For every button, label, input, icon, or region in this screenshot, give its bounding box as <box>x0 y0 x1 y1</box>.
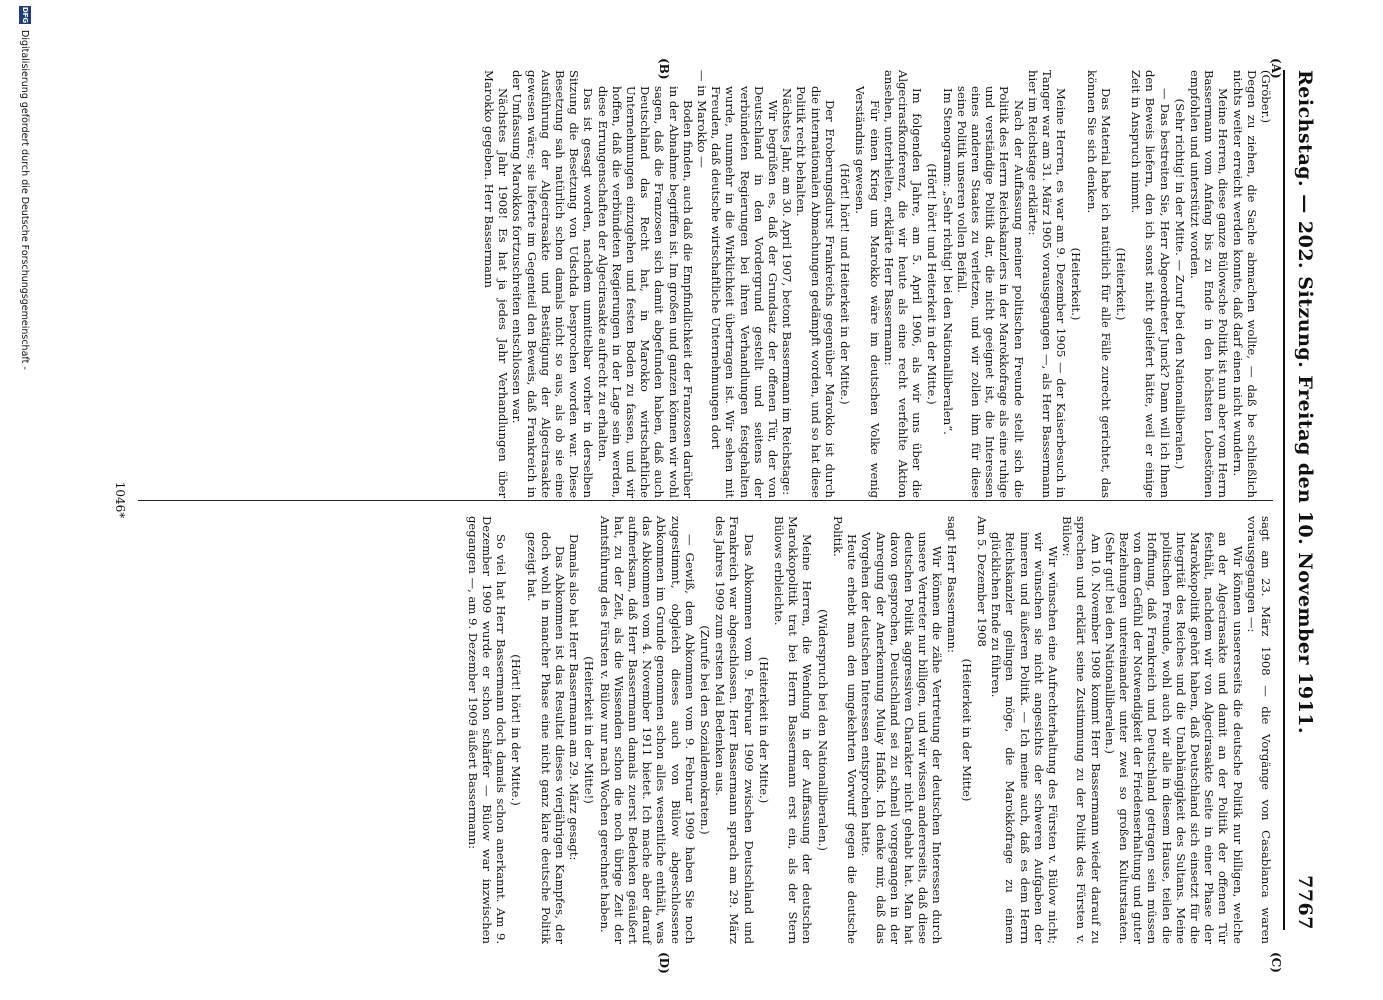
paragraph: Am 10. November 1908 kommt Herr Bassermann wieder darauf zu sprechen und erklärt seine Zustimmung zu der Politik des Fürsten v. Bülow: <box>1060 516 1103 944</box>
dfg-logo-icon: DFG <box>21 6 29 24</box>
paragraph: Das Abkommen vom 9. Februar 1909 zwischen Deutschland und Frankreich war abgeschlossen. Herr Bassermann sprach am 29. März des Jahres 1909 zum ersten Mal Bedenken aus. <box>713 516 756 944</box>
paragraph: Für einen Krieg um Marokko wäre im deutschen Volke wenig Verständnis gewesen. <box>853 86 882 498</box>
credit-text: Digitalisierung gefördert durch die Deutsche Forschungsgemeinschaft - <box>19 30 31 370</box>
paragraph: Das Abkommen ist das Resultat dieses vierjährigen Kampfes, der doch wohl in mancher Phase eine nicht ganz klare deutsche Politik gezeigt hat. <box>524 532 568 944</box>
paragraph: Meine Herren, die Wendung in der Auffassung der deutschen Marokkopolitik trat bei Herrn Bassermann erst ein, als der Stern Bülows erbleichte. <box>772 516 815 944</box>
paragraph: Im Stenogramm: „Sehr richtig! bei den Nationalliberalen“. <box>940 88 955 435</box>
paragraph: Wir wünschen eine Aufrechterhaltung des Fürsten v. Bülow nicht; wir wünschen sie nicht angesichts der schweren Aufgaben der inneren und äußeren Politik. — Ich meine auch, daß es dem Herrn Reichskanzler gelingen möge, die Marokkofrage zu einem glücklichen Ende zu führen. <box>989 532 1060 944</box>
paragraph: (Hört! hört! in der Mitte.) <box>509 654 524 806</box>
paragraph: (Heiterkeit.) <box>1113 247 1128 321</box>
margin-marker-a: (A) <box>1269 58 1283 79</box>
paragraph: Meine Herren, es war am 9. Dezember 1905 — der Kaiserbesuch in Tanger war am 31. März 1905 vorausgegangen —, als Herr Bassermann hier im Reichstage erklärte: <box>1025 70 1069 498</box>
paragraph: Nächstes Jahr 1908! Es hat ja jedes Jahr Verhandlungen über Marokko gegeben. Herr Bassermann <box>482 70 511 498</box>
margin-marker-b: (B) <box>657 58 671 80</box>
paragraph: sagt am 23. März 1908 — die Vorgänge von Casablanca waren vorausgegangen —: <box>1244 516 1273 944</box>
paragraph: Das ist gesagt worden, nachdem unmittelbar vorher in derselben Sitzung die Besetzung von Udschda besprochen worden war. Diese Besetzung sah natürlich schon damals nicht so aus, als ob sie eine Ausführung der Algecirasakte und Bestätigung der Algecirasakte gewesen wäre; sie lieferte im Gegenteil den Beweis, daß Frankreich in der Umfassung Marokkos fortzuschreiten entschlossen war. <box>510 70 596 498</box>
paragraph: So viel hat Herr Bassermann doch damals schon anerkannt. Am 9. Dezember 1909 wurde er schon schärfer — Bülow war inzwischen gegangen —, am 9. Dezember 1909 äußert Bassermann: <box>465 516 509 944</box>
paragraph: Am 5. Dezember 1908 <box>974 516 989 647</box>
paragraph: (Heiterkeit.) <box>1069 247 1084 321</box>
paragraph: Degen zu ziehen, die Sache abmachen wollte, — daß be schließlich nichts weiter erreicht werden konnte, daß darf einen nicht wundern. <box>1230 70 1259 498</box>
paragraph: (Gröber.) <box>1259 70 1273 124</box>
running-title: Reichstag. — 202. Sitzung. Freitag den 10. November 1911. <box>1294 70 1316 735</box>
paragraph: (Widerspruch bei den Nationalliberalen.) <box>815 609 830 851</box>
paragraph: sagt Herr Bassermann: <box>944 516 959 653</box>
paragraph: (Hört! hört! und Heiterkeit in der Mitte.) <box>838 163 853 405</box>
right-text-column <box>466 516 1273 944</box>
paragraph: (Heiterkeit in der Mitte.) <box>756 656 771 804</box>
paragraph: Damals also hat Herr Bassermann am 29. März gesagt: <box>567 534 582 861</box>
paragraph: Das Material habe ich natürlich für alle Fälle zurecht gerichtet, das können Sie sich denken. <box>1084 70 1113 498</box>
paragraph: Der Eroberungsdurst Frankreichs gegenüber Marokko ist durch die internationalen Abmachungen gedämpft worden, und so hat diese Politik recht behalten. <box>794 86 837 498</box>
left-text-column <box>482 70 1273 498</box>
paragraph: (Heiterkeit in der Mitte) <box>959 658 974 802</box>
digitization-credit <box>19 6 31 994</box>
paragraph: — Gewiß, dem Abkommen vom 9. Februar 1909 haben Sie noch zugestimmt, obgleich dieses auch von Bülow abgeschlossene Abkommen im Grunde genommen schon alles wesentliche enthält, was das Abkommen vom 4. November 1911 bietet. Ich mache aber darauf aufmerksam, daß Herr Bassermann damals zuerst Bedenken geäußert hat, zu der Zeit, als die Wissenden schon die noch übrige Zeit der Amtsführung des Fürsten v. Bülow nur nach Wochen gerechnet haben. <box>597 516 697 944</box>
paragraph: Heute erhebt man den umgekehrten Vorwurf gegen die deutsche Politik. <box>830 516 860 944</box>
page-header <box>1283 70 1325 930</box>
paragraph: Nächstes Jahr, am 30. April 1907, betont Bassermann im Reichstage: <box>780 88 795 496</box>
paragraph: Wir können die zähe Vertretung der deutschen Interessen durch unsere Vertreter nur billigen, und wir wissen andererseits, daß diese deutschen Politik aggressiven Charakter nicht gehabt hat. Man hat davon gesprochen, Deutschland sei zu schnell vorgegangen in der Anregung der Anerkennung Mulay Hafids. Ich denke mir, daß das Vorgehen der deutschen Interessen entsprochen hatte. <box>859 532 945 944</box>
margin-marker-d: (D) <box>657 952 671 974</box>
column-number: 7767 <box>1294 875 1316 930</box>
paragraph: (Hört! hört! und Heiterkeit in der Mitte.) <box>925 163 940 405</box>
paragraph: (Zurufe bei den Sozialdemokraten.) <box>698 625 713 835</box>
paragraph: Im folgenden Jahre, am 5. April 1906, als wir uns über die Algecirasfkonferenz, die wir heute als eine recht verfehlte Aktion ansehen, unterhielten, erklärte Herr Bassermann: <box>881 70 925 498</box>
paragraph: (Heiterkeit in der Mitte!) <box>582 656 597 804</box>
paragraph: Nach der Auffassung meiner politischen Freunde stellt sich die Politik des Herrn Reichskanzlers in der Marokkofrage als eine ruhige und verständige Politik dar, die nicht geeignet ist, die Interessen eines anderen Staates zu verletzen, und wir zollen ihm für diese seine Politik unseren vollen Beifall. <box>954 86 1026 498</box>
margin-marker-c: (C) <box>1269 952 1283 973</box>
paragraph: Meine Herren, diese ganze Bülowsche Politik ist nun aber vom Herrn Bassermann vom Anfang bis zu Ende in den höchsten Lobestönen empfohlen und unterstützt worden. <box>1187 70 1231 498</box>
paragraph: (Sehr richtig! in der Mitte. — Zuruf bei den Nationalliberalen.) <box>1172 98 1187 470</box>
paragraph: — Das bestreiten Sie, Herr Abgeordneter Junck? Dann will ich Ihnen den Beweis liefern, den ich sonst nicht geliefert hätte, weil er einige Zeit in Anspruch nimmt. <box>1129 70 1172 498</box>
paragraph: Wir begrüßen es, daß der Grundsatz der offenen Tür, der von Deutschland in den Vordergrund gestellt und seitens der verbündeten Regierungen bei ihren Verhandlungen festgehalten wurde, nunmehr in die Wirklichkeit übertragen ist. Wir sehen mit Freuden, daß deutsche wirtschaftliche Unternehmungen dort <box>709 86 781 498</box>
column-divider <box>138 500 1273 501</box>
page-number: 1046* <box>113 481 127 519</box>
paragraph: — in Marokko — <box>695 70 710 168</box>
paragraph: Boden finden, auch daß die Empfindlichkeit der Franzosen darüber in der Abnahme begriffen ist. Im großen und ganzen können wir wohl sagen, daß die Franzosen sich damit abgefunden haben, daß auch Deutschland das Recht hat, in Marokko wirtschaftliche Unternehmungen einzugehen und festen Boden zu fassen, und wir hoffen, daß die verbündeten Regierungen in der Lage sein werden, diese Errungenschaften der Algecirasakte aufrecht zu erhalten. <box>595 86 695 498</box>
paragraph: Wir können unsererseits die deutsche Politik nur billigen, welche an der Algecirasakte und damit an der Politik der offenen Tür festhält, nachdem wir von Algecirasakte Seite in einer Phase der Marokkopolitik gehört haben, daß Deutschland sich einsetzt für die Integrität des Reiches und die Unabhängigkeit des Sultans. Meine politischen Freunde, wohl auch wir alle in diesem Hause, teilen die Hoffnung, daß Frankreich und Deutschland getragen sein müssen von dem Gefühl der Notwendigkeit der Friedenserhaltung und guter Beziehungen untereinander unter zwei so großen Kulturstaaten. (Sehr gut! bei den Nationalliberalen.) <box>1102 532 1245 944</box>
